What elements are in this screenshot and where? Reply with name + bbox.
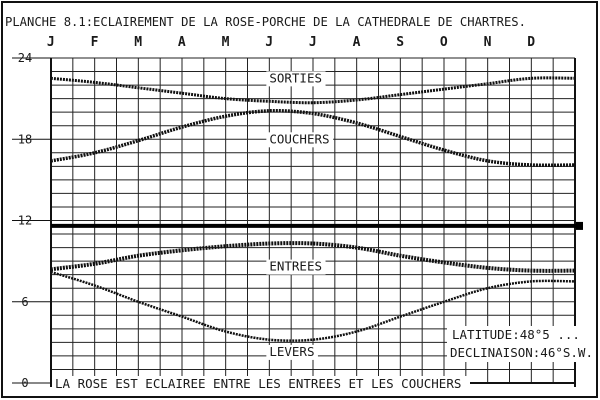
y-tick-label: 12 bbox=[17, 213, 33, 228]
declination-annotation: DECLINAISON:46°S.W. bbox=[450, 345, 593, 360]
month-label: F bbox=[90, 35, 99, 50]
latitude-annotation: LATITUDE:48°5 ... bbox=[452, 327, 580, 342]
month-label: S bbox=[396, 35, 405, 50]
month-label: N bbox=[483, 35, 492, 50]
y-tick-label: 6 bbox=[21, 294, 29, 309]
month-label: M bbox=[134, 35, 143, 50]
month-label: J bbox=[46, 35, 55, 50]
y-tick-label: 24 bbox=[17, 51, 33, 65]
series-label-couchers: COUCHERS bbox=[269, 131, 330, 147]
month-label: A bbox=[177, 35, 186, 50]
chart-title: PLANCHE 8.1:ECLAIREMENT DE LA ROSE-PORCHE DE LA CATHEDRALE DE CHARTRES. bbox=[5, 15, 526, 29]
y-tick-label: 0 bbox=[21, 376, 29, 390]
y-tick-label: 18 bbox=[17, 132, 33, 147]
month-label: J bbox=[265, 35, 274, 50]
series-label-levers: LEVERS bbox=[269, 343, 315, 359]
series-label-entrees: ENTREES bbox=[269, 258, 323, 274]
month-label: A bbox=[352, 35, 361, 50]
month-label: D bbox=[527, 35, 536, 50]
month-label: O bbox=[439, 35, 448, 50]
month-label: J bbox=[308, 35, 317, 50]
caption-annotation: LA ROSE EST ECLAIREE ENTRE LES ENTREES ET LES COUCHERS bbox=[55, 376, 462, 391]
month-label: M bbox=[221, 35, 230, 50]
series-label-sorties: SORTIES bbox=[269, 70, 323, 86]
noon-marker bbox=[576, 222, 583, 230]
